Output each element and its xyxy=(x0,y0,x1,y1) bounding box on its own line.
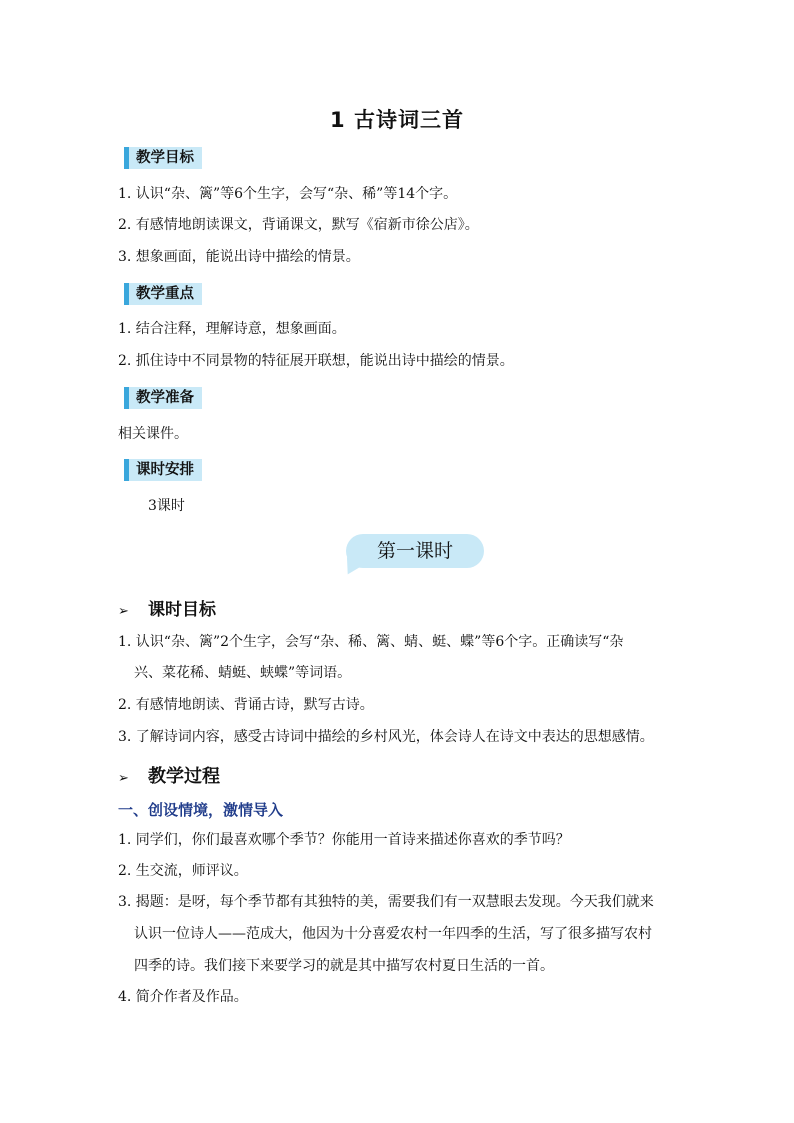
goal-line-1: 1. 认识“杂、篱”等6个生字，会写“杂、稀”等14个字。 xyxy=(118,186,458,202)
step-line-4: 4. 简介作者及作品。 xyxy=(118,989,248,1005)
key-line-1: 1. 结合注释，理解诗意，想象画面。 xyxy=(118,321,346,337)
lesson-goal-heading-text: 课时目标 xyxy=(148,600,216,620)
lesson-banner: 第一课时 xyxy=(346,534,484,568)
lesson-goal-line-2: 2. 有感情地朗读、背诵古诗，默写古诗。 xyxy=(118,697,374,713)
step-line-3: 3. 揭题：是呀，每个季节都有其独特的美，需要我们有一双慧眼去发现。今天我们就来 xyxy=(118,894,654,910)
lesson-goal-line-3: 3. 了解诗词内容，感受古诗词中描绘的乡村风光，体会诗人在诗文中表达的思想感情。 xyxy=(118,729,654,745)
lesson-goal-line-1: 1. 认识“杂、篱”2个生字，会写“杂、稀、篱、蜻、蜓、蝶”等6个字。正确读写“杂 xyxy=(118,634,624,650)
arrow-bullet-icon: ➢ xyxy=(118,604,129,619)
lesson-goal-line-1-cont: 兴、菜花稀、蜻蜓、蛱蝶”等词语。 xyxy=(134,665,352,681)
arrow-bullet-icon: ➢ xyxy=(118,771,129,786)
schedule-text: 3课时 xyxy=(148,498,185,514)
step-line-1: 1. 同学们，你们最喜欢哪个季节？你能用一首诗来描述你喜欢的季节吗？ xyxy=(118,832,570,848)
goal-line-3: 3. 想象画面，能说出诗中描绘的情景。 xyxy=(118,249,360,265)
section-tag-schedule: 课时安排 xyxy=(124,459,202,481)
section-tag-key: 教学重点 xyxy=(124,283,202,305)
step-heading: 一、创设情境，激情导入 xyxy=(118,801,284,819)
step-line-3-cont-1: 认识一位诗人——范成大，他因为十分喜爱农村一年四季的生活，写了很多描写农村 xyxy=(134,926,652,942)
section-tag-goals: 教学目标 xyxy=(124,147,202,169)
step-line-3-cont-2: 四季的诗。我们接下来要学习的就是其中描写农村夏日生活的一首。 xyxy=(134,958,554,974)
page-title: 1 古诗词三首 xyxy=(330,108,464,132)
section-tag-prep: 教学准备 xyxy=(124,387,202,409)
step-line-2: 2. 生交流，师评议。 xyxy=(118,863,248,879)
prep-text: 相关课件。 xyxy=(118,426,188,442)
key-line-2: 2. 抓住诗中不同景物的特征展开联想，能说出诗中描绘的情景。 xyxy=(118,353,514,369)
process-heading xyxy=(118,762,220,788)
process-heading-text: 教学过程 xyxy=(148,766,220,787)
goal-line-2: 2. 有感情地朗读课文，背诵课文，默写《宿新市徐公店》。 xyxy=(118,217,479,233)
lesson-goal-heading xyxy=(118,595,216,620)
